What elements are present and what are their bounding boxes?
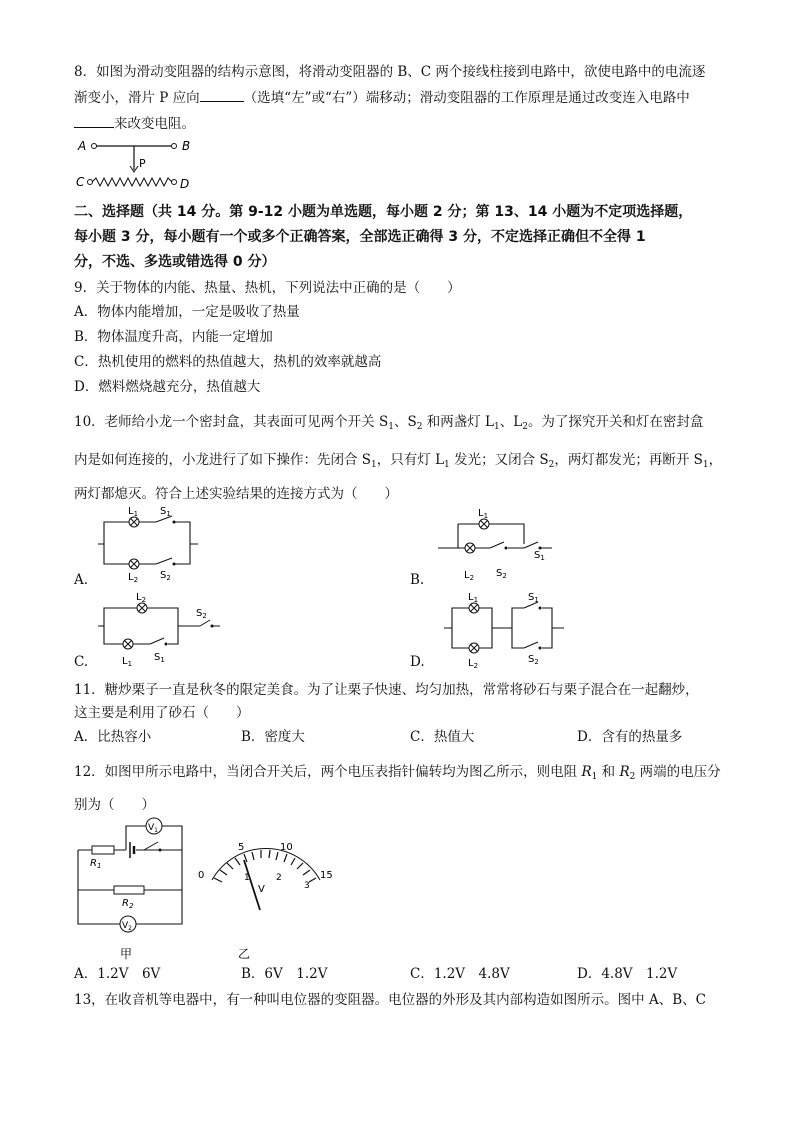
lbl-l2: $L_2$ bbox=[136, 592, 147, 604]
q8-line1: 8．如图为滑动变阻器的结构示意图，将滑动变阻器的 B、C 两个接线柱接到电路中，欲使电路中的电流逐 bbox=[74, 64, 706, 80]
q12-line1 bbox=[74, 762, 721, 787]
fig-label-d: D bbox=[180, 177, 190, 191]
lbl-l2: $L_2$ bbox=[128, 572, 139, 584]
lbl-l1: $L_1$ bbox=[128, 506, 139, 518]
q9-option-a[interactable]: A．物体内能增加，一定是吸收了热量 bbox=[74, 304, 300, 320]
section2-line2: 每小题 3 分，每小题有一个或多个正确答案，全部选正确得 3 分，不定选择正确但不全得 1 bbox=[74, 229, 646, 245]
q10-l2b: ，只有灯 L bbox=[376, 452, 445, 468]
fig-jia-label: 甲 bbox=[120, 947, 133, 961]
q10-sub: 2 bbox=[522, 422, 528, 432]
q8-blank-1[interactable] bbox=[200, 89, 244, 102]
lbl-s1: $S_1$ bbox=[534, 550, 545, 562]
v2-label: $V_2$ bbox=[122, 921, 132, 932]
meter-top-0: 0 bbox=[198, 870, 205, 881]
q9-option-d[interactable]: D．燃料燃烧越充分，热值越大 bbox=[74, 379, 261, 395]
q11-option-b[interactable]: B．密度大 bbox=[241, 729, 305, 745]
q10-l1a: 10．老师给小龙一个密封盒，其表面可见两个开关 S bbox=[74, 414, 389, 430]
q10-option-c[interactable]: C. bbox=[74, 654, 89, 670]
section2-line1: 二、选择题（共 14 分。第 9-12 小题为单选题，每小题 2 分；第 13、14 小题为不定项选择题， bbox=[74, 204, 693, 220]
q10-l1c: 和两盏灯 L bbox=[422, 414, 494, 430]
q10-circuit-a bbox=[96, 506, 216, 582]
q10-option-d[interactable]: D. bbox=[410, 654, 425, 670]
q12-option-d[interactable]: D．4.8V 1.2V bbox=[577, 966, 678, 982]
q10-option-b[interactable]: B. bbox=[410, 572, 425, 588]
q11-line1: 11．糖炒栗子一直是秋冬的限定美食。为了让栗子快速、均匀加热，常常将砂石与栗子混合在一起翻炒， bbox=[74, 682, 699, 698]
q10-l2e: ， bbox=[708, 452, 723, 468]
lbl-s1: $S_1$ bbox=[528, 592, 539, 604]
q9-option-b[interactable]: B．物体温度升高，内能一定增加 bbox=[74, 329, 273, 345]
q11-option-a[interactable]: A．比热容小 bbox=[74, 729, 152, 745]
q8-line2-b: （选填“左”或“右”）端移动；滑动变阻器的工作原理是通过改变连入电路中 bbox=[243, 90, 690, 106]
rheostat-figure bbox=[74, 134, 204, 194]
q10-l1d: 、L bbox=[499, 414, 523, 430]
lbl-l2: $L_2$ bbox=[468, 658, 479, 670]
q8-line2-a: 渐变小，滑片 P 应向 bbox=[74, 90, 200, 106]
q10-sub: 1 bbox=[494, 422, 500, 432]
lbl-s1: $S_1$ bbox=[160, 506, 171, 518]
q10-circuit-b bbox=[434, 510, 564, 586]
q10-l2a: 内是如何连接的，小龙进行了如下操作：先闭合 S bbox=[74, 452, 372, 468]
q8-blank-2[interactable] bbox=[74, 115, 114, 128]
r2-label: $R_2$ bbox=[122, 898, 134, 910]
q12-r: R bbox=[619, 764, 630, 780]
meter-bot-3: 3 bbox=[304, 881, 310, 891]
q10-sub: 1 bbox=[388, 422, 394, 432]
q10-sub: 1 bbox=[444, 460, 450, 470]
q10-sub: 1 bbox=[702, 460, 709, 470]
q9-stem: 9．关于物体的内能、热量、热机，下列说法中正确的是（ ） bbox=[74, 280, 461, 296]
q10-l2d: ，两灯都发光；再断开 S bbox=[554, 452, 703, 468]
q10-line1 bbox=[74, 412, 703, 437]
q10-sub: 2 bbox=[416, 422, 423, 432]
fig-label-a: A bbox=[78, 139, 87, 153]
q10-line3: 两灯都熄灭。符合上述实验结果的连接方式为（ ） bbox=[74, 486, 398, 502]
q12-r: R bbox=[581, 764, 592, 780]
lbl-l1: $L_1$ bbox=[468, 592, 479, 604]
lbl-s2: $S_2$ bbox=[196, 608, 207, 620]
lbl-l1: $L_1$ bbox=[478, 508, 489, 520]
q13-line1: 13，在收音机等电器中，有一种叫电位器的变阻器。电位器的外形及其内部构造如图所示。图中 A、B、C bbox=[74, 992, 706, 1008]
meter-bot-1: 1 bbox=[244, 873, 250, 883]
q12-circuit-jia bbox=[74, 820, 194, 962]
lbl-l2: $L_2$ bbox=[464, 570, 475, 582]
q12-line2: 别为（ ） bbox=[74, 797, 155, 813]
q12-l1c: 两端的电压分 bbox=[635, 764, 721, 780]
meter-top-10: 10 bbox=[280, 842, 293, 853]
q12-voltmeter-yi bbox=[194, 814, 344, 964]
q10-option-a[interactable]: A. bbox=[74, 572, 89, 588]
r1-label: $R_1$ bbox=[90, 858, 102, 870]
q12-sub: 2 bbox=[629, 772, 636, 782]
fig-label-c: C bbox=[76, 175, 85, 189]
q10-sub: 1 bbox=[371, 460, 377, 470]
section2-line3: 分，不选、多选或错选得 0 分） bbox=[74, 254, 276, 270]
lbl-s1: $S_1$ bbox=[154, 652, 165, 664]
lbl-s2: $S_2$ bbox=[496, 568, 507, 580]
q12-option-a[interactable]: A．1.2V 6V bbox=[74, 966, 161, 982]
q10-l1e: 。为了探究开关和灯在密封盒 bbox=[527, 414, 704, 430]
q8-line2 bbox=[74, 88, 690, 108]
q10-circuit-d bbox=[434, 592, 584, 672]
lbl-s2: $S_2$ bbox=[528, 654, 539, 666]
lbl-l1: $L_1$ bbox=[122, 656, 133, 668]
meter-top-15: 15 bbox=[320, 870, 333, 881]
q10-sub: 2 bbox=[548, 460, 555, 470]
q10-l1b: 、S bbox=[393, 414, 417, 430]
q12-sub: 1 bbox=[591, 772, 598, 782]
q11-line2: 这主要是利用了砂石（ ） bbox=[74, 705, 250, 721]
v1-label: $V_1$ bbox=[148, 823, 158, 834]
meter-top-5: 5 bbox=[238, 842, 245, 853]
lbl-s2: $S_2$ bbox=[160, 570, 171, 582]
q12-l1a: 12．如图甲所示电路中，当闭合开关后，两个电压表指针偏转均为图乙所示，则电阻 bbox=[74, 764, 582, 780]
meter-unit: V bbox=[258, 884, 265, 895]
q10-circuit-c bbox=[96, 594, 226, 670]
q12-l1b: 和 bbox=[597, 764, 620, 780]
fig-yi-label: 乙 bbox=[238, 947, 251, 961]
q10-l2c: 发光；又闭合 S bbox=[449, 452, 549, 468]
q11-option-d[interactable]: D．含有的热量多 bbox=[577, 729, 683, 745]
meter-bot-2: 2 bbox=[276, 873, 282, 883]
q12-option-c[interactable]: C．1.2V 4.8V bbox=[410, 966, 510, 982]
q10-line2 bbox=[74, 450, 722, 475]
q8-line3 bbox=[74, 114, 195, 134]
fig-label-b: B bbox=[182, 139, 191, 153]
q12-option-b[interactable]: B．6V 1.2V bbox=[241, 966, 328, 982]
fig-label-p: P bbox=[139, 157, 146, 170]
q11-option-c[interactable]: C．热值大 bbox=[410, 729, 475, 745]
q9-option-c[interactable]: C．热机使用的燃料的热值越大，热机的效率就越高 bbox=[74, 354, 382, 370]
q8-line3-text: 来改变电阻。 bbox=[114, 116, 195, 132]
